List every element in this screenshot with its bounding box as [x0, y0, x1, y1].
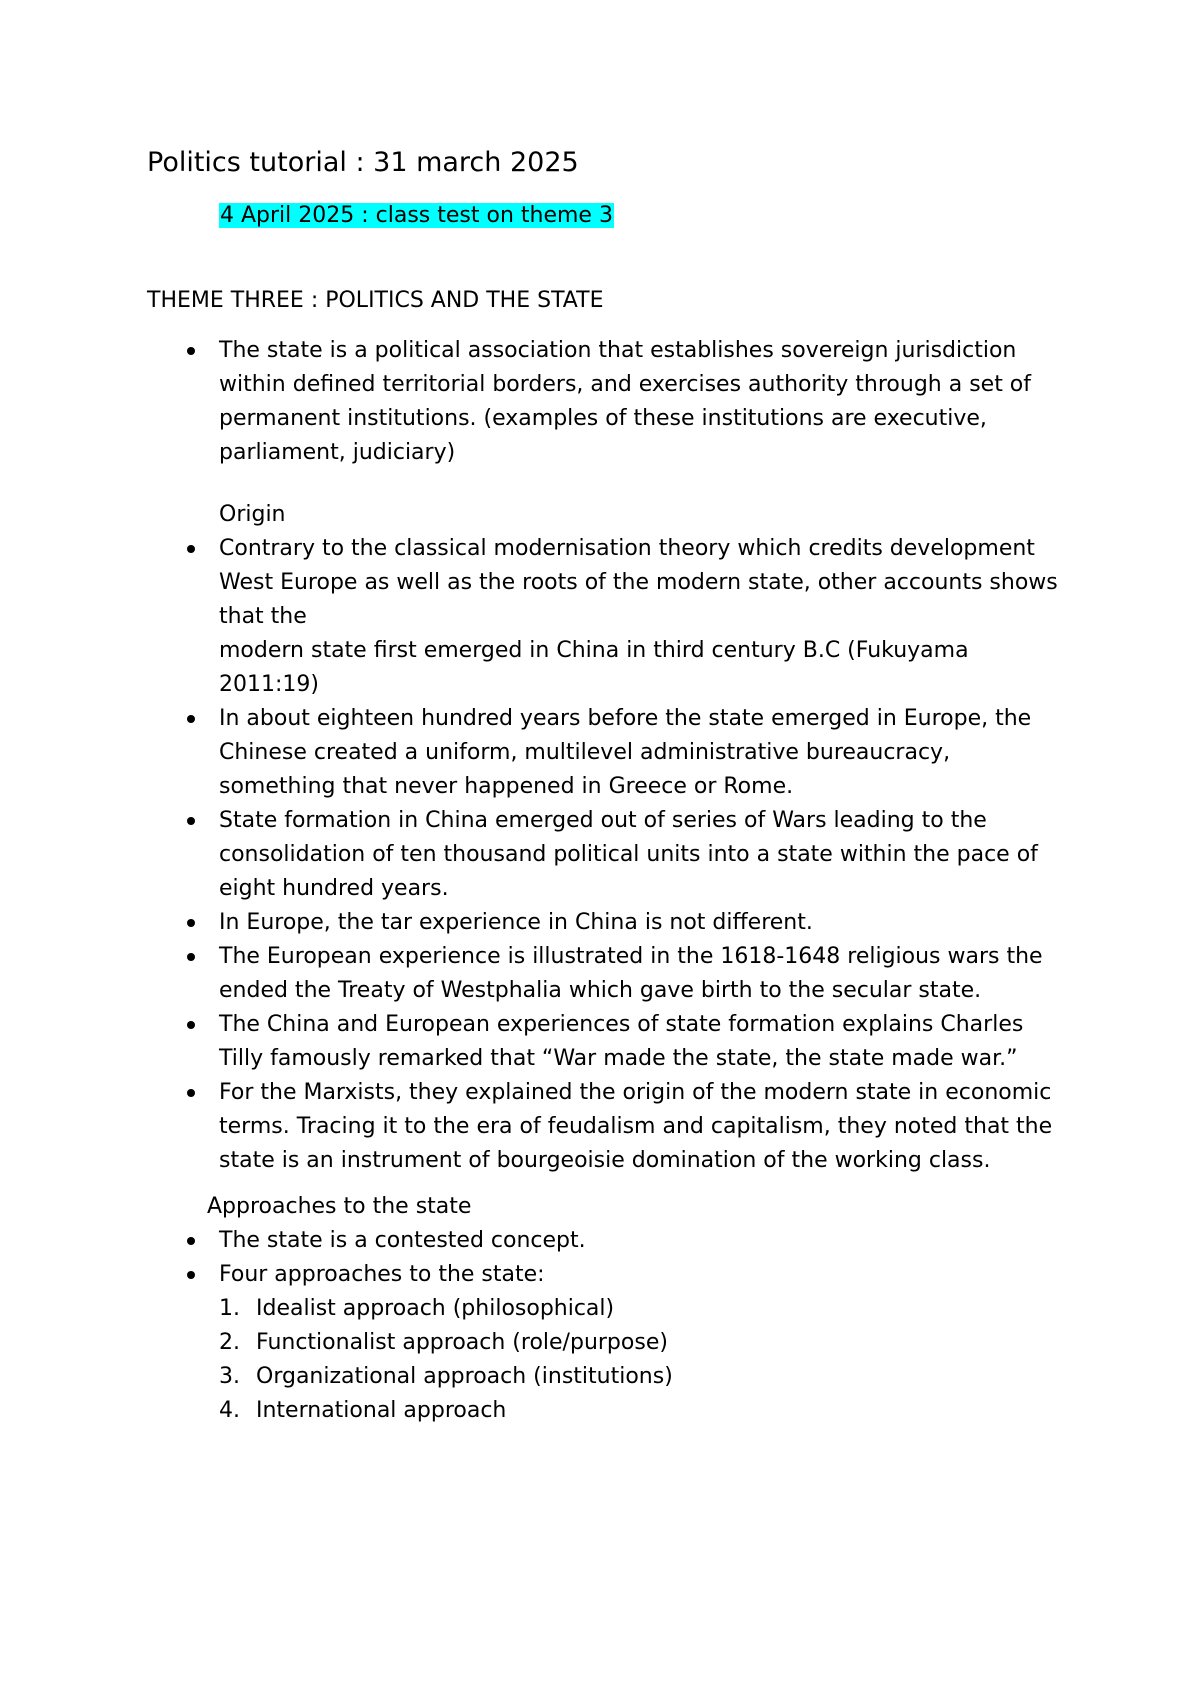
- section-heading-approaches: Approaches to the state: [207, 1194, 472, 1219]
- list-item-text: In Europe, the tar experience in China is not different.: [219, 910, 813, 935]
- numbered-item: [0, 1292, 1200, 1326]
- list-item-text: The state is a political association that establishes sovereign jurisdiction within defined territorial borders, and exercises authority through a set of permanent institutions. (examples of these institutions are executive, parliament, judiciary): [219, 338, 1032, 465]
- bullet-icon: [187, 953, 195, 961]
- list-item: [0, 1258, 1200, 1292]
- list-item: [0, 532, 1200, 702]
- list-item: [0, 334, 1200, 470]
- approaches-section: [0, 1190, 1200, 1428]
- list-item-text: The China and European experiences of state formation explains Charles Tilly famously remarked that “War made the state, the state made war.”: [219, 1012, 1024, 1071]
- list-item-text: For the Marxists, they explained the origin of the modern state in economic terms. Tracing it to the era of feudalism and capitalism, they noted that the state is an instrument of bourgeoisie domination of the working class.: [219, 1080, 1053, 1173]
- list-item-text: In about eighteen hundred years before the state emerged in Europe, the Chinese created a uniform, multilevel administrative bureaucracy, something that never happened in Greece or Rome.: [219, 706, 1032, 799]
- section-heading-origin: Origin: [219, 502, 286, 527]
- highlighted-text: 4 April 2025 : class test on theme 3: [220, 203, 613, 228]
- bullet-icon: [187, 715, 195, 723]
- list-item-text: The state is a contested concept.: [219, 1228, 586, 1253]
- numbered-item: [0, 1326, 1200, 1360]
- intro-section: [0, 334, 1200, 470]
- list-item: [0, 1076, 1200, 1178]
- list-item: [0, 1224, 1200, 1258]
- list-item: [0, 1008, 1200, 1076]
- page-title: Politics tutorial : 31 march 2025: [147, 147, 579, 178]
- list-item: [0, 702, 1200, 804]
- numbered-item-text: Idealist approach (philosophical): [256, 1296, 615, 1321]
- list-item-text: State formation in China emerged out of series of Wars leading to the consolidation of ten thousand political units into a state within the pace of eight hundred years.: [219, 808, 1038, 901]
- item-number: 4.: [219, 1398, 240, 1423]
- numbered-item-text: International approach: [256, 1398, 507, 1423]
- theme-heading: THEME THREE : POLITICS AND THE STATE: [147, 288, 604, 313]
- numbered-item: [0, 1360, 1200, 1394]
- bullet-icon: [187, 817, 195, 825]
- test-date-note: [219, 201, 614, 231]
- item-number: 2.: [219, 1330, 240, 1355]
- list-item: [0, 940, 1200, 1008]
- list-item-text: The European experience is illustrated in the 1618-1648 religious wars the ended the Treaty of Westphalia which gave birth to the secular state.: [219, 944, 1043, 1003]
- bullet-icon: [187, 1237, 195, 1245]
- origin-section: [0, 498, 1200, 1178]
- list-item: [0, 804, 1200, 906]
- numbered-item-text: Organizational approach (institutions): [256, 1364, 673, 1389]
- bullet-icon: [187, 1089, 195, 1097]
- bullet-icon: [187, 347, 195, 355]
- bullet-icon: [187, 1021, 195, 1029]
- bullet-icon: [187, 919, 195, 927]
- numbered-item-text: Functionalist approach (role/purpose): [256, 1330, 668, 1355]
- bullet-icon: [187, 545, 195, 553]
- list-item-text: Four approaches to the state:: [219, 1262, 545, 1287]
- list-item: [0, 906, 1200, 940]
- item-number: 3.: [219, 1364, 240, 1389]
- bullet-icon: [187, 1271, 195, 1279]
- list-item-text: Contrary to the classical modernisation theory which credits development West Europe as well as the roots of the modern state, other accounts shows that the: [219, 536, 1058, 629]
- item-number: 1.: [219, 1296, 240, 1321]
- list-item-text: modern state first emerged in China in third century B.C (Fukuyama 2011:19): [219, 638, 969, 697]
- numbered-item: [0, 1394, 1200, 1428]
